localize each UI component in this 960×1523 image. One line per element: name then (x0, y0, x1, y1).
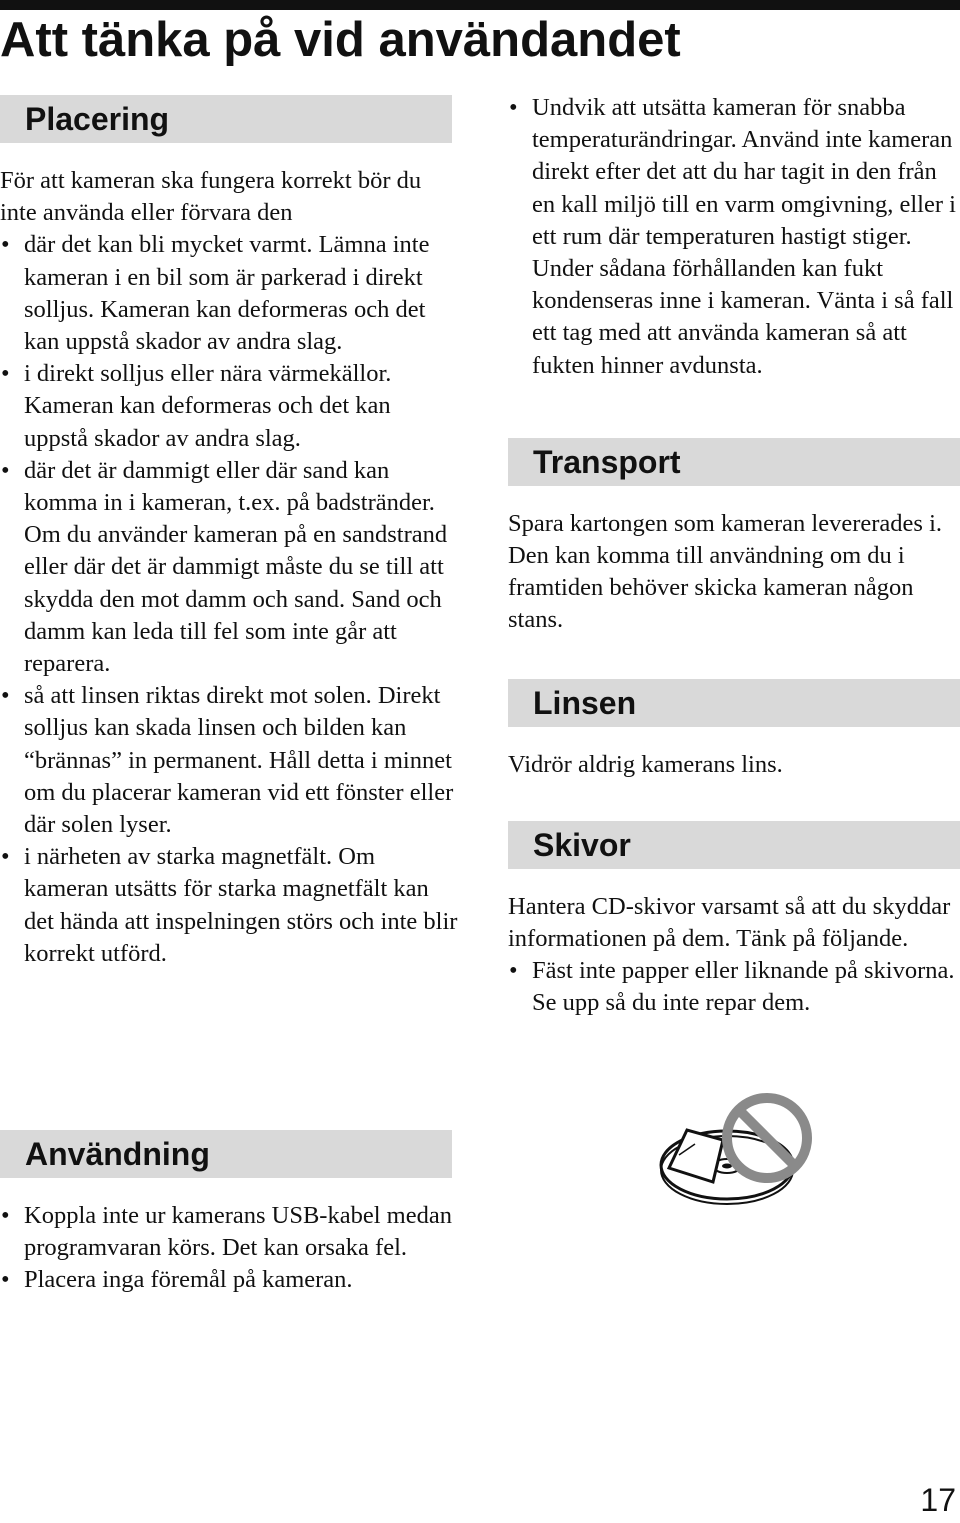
bullet-icon: • (1, 843, 10, 871)
bullet-icon: • (1, 231, 10, 259)
section-heading-linsen: Linsen (508, 679, 960, 727)
right-column (508, 92, 960, 1020)
placering-intro: För att kameran ska fungera korrekt bör du inte använda eller förvara den (0, 167, 422, 227)
list-item: • där det kan bli mycket varmt. Lämna inte kameran i en bil som är parkerad i direkt solljus. Kameran kan deformeras och det kan uppstå skador av andra slag. (1, 231, 430, 356)
section-heading-placering: Placering (0, 95, 452, 143)
bullet-icon: • (1, 1202, 10, 1229)
section-heading-transport: Transport (508, 438, 960, 486)
section-heading-skivor: Skivor (508, 821, 960, 869)
section-placering (0, 95, 458, 970)
bullet-icon: • (1, 1266, 10, 1294)
transport-text: Spara kartongen som kameran levererades i. Den kan komma till användning om du i framtiden behöver skicka kameran någon stans. (508, 509, 943, 634)
list-item: • Koppla inte ur kamerans USB-kabel medan programvaran körs. Det kan orsaka fel. (1, 1202, 452, 1262)
bullet-icon: • (1, 682, 10, 710)
linsen-text: Vidrör aldrig kamerans lins. (508, 750, 783, 778)
page-title: Att tänka på vid användandet (0, 13, 681, 67)
bullet-icon: • (1, 360, 10, 388)
list-item: • så att linsen riktas direkt mot solen. Direkt solljus kan skada linsen och bilden kan “brännas” in permanent. Håll detta i minnet om du placerar kameran vid ett fönster eller där solen lyser. (1, 682, 454, 839)
page-number: 17 (920, 1482, 956, 1518)
list-item: • Undvik att utsätta kameran för snabba temperaturändringar. Använd inte kameran direkt efter det att du har tagit in den från en kall miljö till en varm omgivning, eller i ett rum där temperaturen hastigt stiger. Under sådana förhållanden kan fukt kondenseras inne i kameran. Vänta i så fall ett tag med att använda kameran så att fukten hinner avdunsta. (509, 94, 956, 379)
bullet-icon: • (509, 94, 518, 121)
list-item: • i direkt solljus eller nära värmekällor. Kameran kan deformeras och det kan uppstå skador av andra slag. (1, 360, 392, 452)
no-paper-on-cd-icon (655, 1090, 815, 1205)
bullet-icon: • (509, 957, 518, 985)
anvandning-bullet-list (0, 1200, 458, 1297)
placering-bullet-list (0, 229, 458, 970)
list-item: • där det är dammigt eller där sand kan komma in i kameran, t.ex. på badstränder. Om du använder kameran på en sandstrand eller där det är dammigt måste du se till att skydda den mot damm och sand. Sand och damm kan leda till fel som inte går att reparera. (1, 456, 448, 678)
top-rule (0, 0, 960, 10)
list-item: • Placera inga föremål på kameran. (0, 1264, 458, 1296)
section-anvandning (0, 1130, 458, 1297)
placering-bullet-list-continued (508, 92, 960, 382)
list-item: • Fäst inte papper eller liknande på skivorna. Se upp så du inte repar dem. (509, 957, 955, 1017)
skivor-text: Hantera CD-skivor varsamt så att du skyddar informationen på dem. Tänk på följande. (508, 892, 951, 953)
bullet-icon: • (1, 456, 10, 484)
skivor-bullet-list (508, 955, 960, 1019)
section-heading-anvandning: Användning (0, 1130, 452, 1178)
list-item: • i närheten av starka magnetfält. Om kameran utsätts för starka magnetfält kan det hända att inspelningen störs och inte blir korrekt utförd. (1, 843, 458, 967)
